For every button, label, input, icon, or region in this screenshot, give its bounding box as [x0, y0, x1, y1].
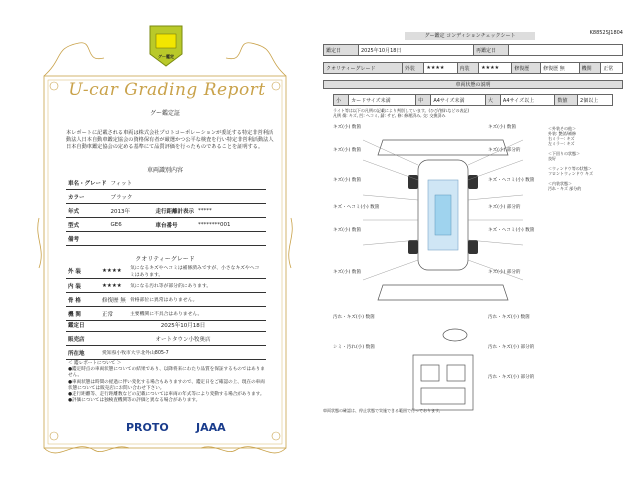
damage-label: キズ(小) 数箇	[333, 148, 361, 153]
driver-seat	[421, 365, 439, 381]
certificate-paragraph: 本レポートに記載される車両は株式会社プロトコーポレーションが委託する特定非営利活動法人日本自動車鑑定協会の資格保有者が厳選かつ公平な検査を行い特定非営利活動法人日本自動車鑑定協会の定める基準にて品質評価を行ったものであることを証明する。	[66, 130, 274, 151]
table-row	[66, 332, 266, 346]
damage-label: キズ(小) 数箇	[488, 125, 516, 130]
side-notes: ＜外装その他＞ 外装: 艶消/補修 右ミラー: キズ 左ミラー: キズ ＜下回りの状態＞ 良好 ＜ウィンドウ等の状態＞ フロントウィンドウ キズ ＜内装状態＞ 汚れ・キズ 部分的	[548, 126, 593, 191]
field-key: 鑑定日	[66, 318, 100, 332]
table-row	[66, 318, 266, 332]
table-row	[66, 279, 266, 293]
exterior-value: ★★★★	[424, 63, 457, 74]
field-value: *****	[196, 204, 266, 218]
size-cell: 2個以上	[578, 95, 613, 106]
grade-key: 外 装	[66, 264, 100, 279]
size-cell: 数値	[555, 95, 578, 106]
table-row	[66, 264, 266, 279]
size-cell: 小	[334, 95, 349, 106]
field-key: 車台番号	[154, 218, 197, 232]
engine-value: 正常	[601, 63, 623, 74]
table-row	[66, 232, 266, 246]
passenger-seat	[447, 365, 465, 381]
field-key: カラー	[66, 190, 109, 204]
grade-text: 骨格部位に異常はありません。	[128, 293, 266, 307]
field-value: 2025年10月18日	[100, 318, 266, 332]
quality-label: クオリティーグレード	[324, 63, 403, 74]
field-value: 2013年	[109, 204, 154, 218]
size-cell: 大	[485, 95, 500, 106]
grade-text: 気になるキズやヘコミは補修済みですが、小さなキズやヘコミはあります。	[128, 264, 266, 279]
quality-grade-title: クオリティーグレード	[135, 256, 195, 263]
field-key: 販売店	[66, 332, 100, 346]
quality-row	[323, 62, 623, 74]
interior-value: ★★★★	[479, 63, 512, 74]
damage-label: 汚れ・キズ(小) 部分的	[488, 375, 535, 380]
grade-stars: 正常	[100, 307, 128, 321]
display-value	[509, 45, 623, 56]
certificate-notes	[68, 361, 268, 404]
field-key: 備考	[66, 232, 109, 246]
field-value: GE6	[109, 218, 154, 232]
rear-left-wheel	[408, 240, 418, 254]
damage-label: キズ・ヘコミ(小) 数箇	[488, 228, 535, 233]
note-line: ＜ 鑑レポートについて ＞	[68, 361, 122, 366]
note-line: ●鑑定時点の車両状態についての結果であり、以降将来にわたり品質を保証するものではありません。	[68, 367, 265, 379]
exterior-label: 外装	[402, 63, 424, 74]
header-date-row	[323, 44, 623, 56]
size-cell: カードサイズ未満	[349, 95, 416, 106]
field-value: オートタウン小牧奥店	[100, 332, 266, 346]
size-legend-table	[333, 94, 613, 106]
damage-label: キズ(小) 部分的	[488, 148, 521, 153]
grade-stars: ★★★★	[100, 264, 128, 279]
damage-label: 汚れ・キズ(小) 数箇	[333, 315, 375, 320]
damage-label: キズ(小) 部分的	[488, 270, 521, 275]
sheet-title: グー鑑定 コンディションチェックシート	[405, 32, 535, 40]
table-row	[66, 218, 266, 232]
condition-check-sheet	[323, 30, 623, 430]
table-row	[324, 63, 623, 74]
interior-outline	[413, 355, 473, 410]
note-line: ●評価については独検査機関等の評価と異なる場合があります。	[68, 398, 201, 404]
car-sunroof	[435, 195, 451, 235]
grade-stars: 修復歴 無	[100, 293, 128, 307]
field-key: 車名・グレード	[66, 176, 109, 190]
legend-note: ライト等は以下の凡例の記載により判別しています。(ひび/割れなどの表記) 凡例 傷: キズ, 凹: ヘコミ, 錆: サビ, 修: 修理済み, 交: 交換済み	[333, 108, 470, 118]
steering-wheel-icon	[443, 329, 467, 341]
field-key: 年式	[66, 204, 109, 218]
vehicle-id-table	[66, 176, 266, 246]
size-cell: 中	[416, 95, 431, 106]
date-label: 鑑定日	[324, 45, 359, 56]
interior-label: 内装	[457, 63, 479, 74]
size-cell: A4サイズ未満	[431, 95, 486, 106]
damage-label: キズ(小) 部分的	[488, 205, 521, 210]
note-line: ●車両状態は時間の経過に伴い変化する場合もありますので、鑑定日をご確認の上、現在の車両状態については販売店にお問い合わせ下さい。	[68, 379, 265, 391]
field-key: 所在地	[66, 346, 100, 360]
grading-certificate	[34, 18, 296, 458]
damage-label: キズ(小) 数箇	[333, 125, 361, 130]
damage-label: キズ(小) 数箇	[333, 228, 361, 233]
table-row	[324, 45, 623, 56]
vehicle-section-title: 車両識別内容	[146, 167, 183, 174]
size-cell: A4サイズ以上	[500, 95, 555, 106]
grade-key: 骨 格	[66, 293, 100, 307]
repair-value: 修復歴 無	[541, 63, 579, 74]
grade-stars: ★★★★	[100, 279, 128, 293]
table-row	[66, 190, 266, 204]
rear-right-wheel	[468, 240, 478, 254]
field-value: 愛知県小牧市大字北外山805-7	[100, 346, 266, 360]
repair-label: 修復歴	[512, 63, 541, 74]
table-row	[66, 176, 266, 190]
damage-label: シミ・汚れ(小) 数箇	[333, 345, 375, 350]
certificate-title: U-car Grading Report	[68, 80, 266, 100]
jaaa-logo: JAAA	[196, 421, 226, 434]
table-row	[66, 346, 266, 360]
date-value: 2025年10月18日	[359, 45, 474, 56]
grade-key: 内 装	[66, 279, 100, 293]
field-value: フィット	[109, 176, 266, 190]
field-value	[109, 232, 266, 246]
grade-key: 機 関	[66, 307, 100, 321]
sheet-id: K8852SJ1804	[589, 30, 623, 36]
damage-label: キズ(小) 数箇	[333, 270, 361, 275]
goo-kantei-emblem	[146, 24, 186, 68]
damage-label: キズ(小) 数箇	[333, 178, 361, 183]
display-label: 再鑑定日	[474, 45, 509, 56]
note-line: ●走行距離等、走行距離数などの記載については車両の年式等により変動する場合があります。	[68, 392, 265, 398]
car-rear-outline	[378, 285, 508, 300]
damage-label: 汚れ・キズ(小) 数箇	[488, 315, 530, 320]
table-row	[66, 204, 266, 218]
grade-text: 気になる汚れ等が部分的にあります。	[128, 279, 266, 293]
condition-section-title: 車両状態の説明	[323, 80, 623, 89]
table-row	[334, 95, 613, 106]
quality-grade-table	[66, 264, 266, 321]
sheet-footer: 車両状態の確認は、停止状態で実施できる範囲で行っております。	[323, 408, 443, 413]
grade-text: 主要機関に不具合はありません。	[128, 307, 266, 321]
table-row	[66, 293, 266, 307]
field-value: ********001	[196, 218, 266, 232]
damage-label: キズ・ヘコミ(小) 数箇	[488, 178, 535, 183]
field-key: 型式	[66, 218, 109, 232]
field-value: ブラック	[109, 190, 266, 204]
dealer-table	[66, 318, 266, 360]
rear-seat	[421, 388, 465, 404]
proto-logo: PROTO	[126, 421, 169, 434]
certificate-subtitle: グー鑑定証	[149, 110, 180, 117]
damage-label: キズ・ヘコミ(小) 数箇	[333, 205, 380, 210]
logo-row	[126, 421, 276, 437]
field-key: 走行距離計表示	[154, 204, 197, 218]
damage-label: 汚れ・キズ(小) 部分的	[488, 345, 535, 350]
emblem-text: グー鑑定	[158, 54, 174, 59]
engine-label: 機関	[579, 63, 601, 74]
